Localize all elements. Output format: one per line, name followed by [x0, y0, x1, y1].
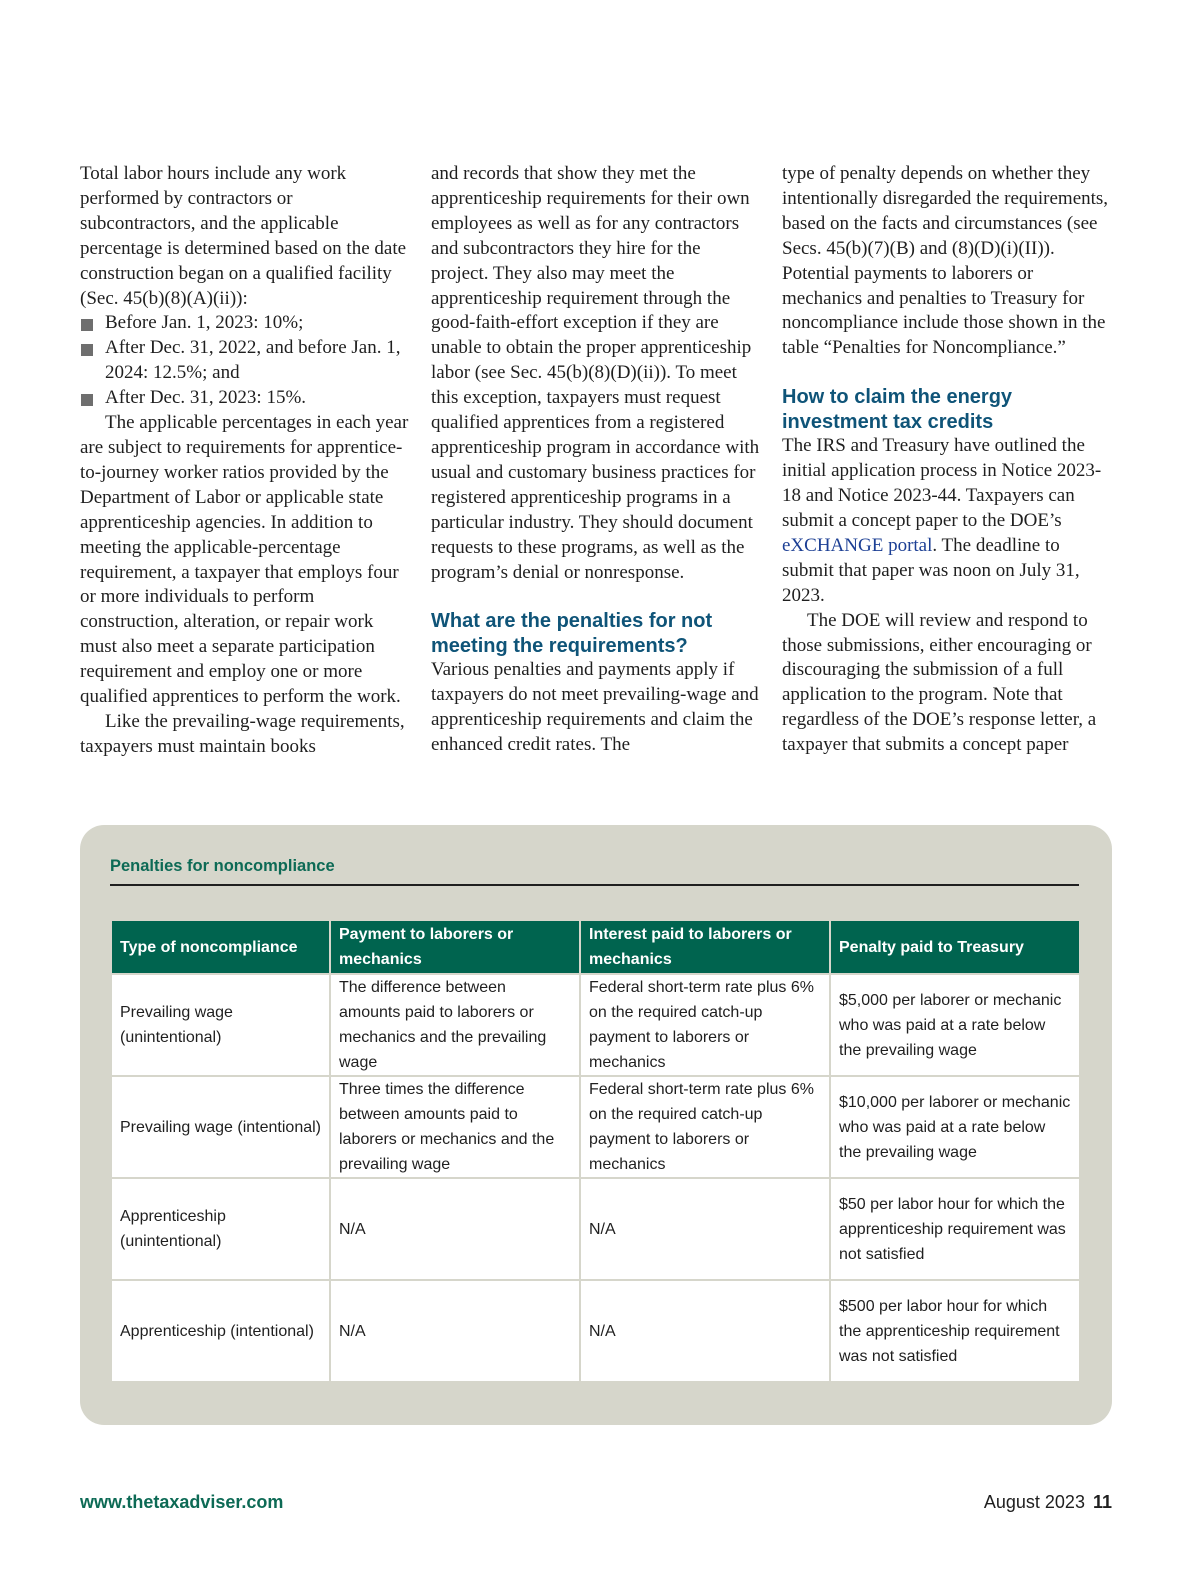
table-cell-payment: Three times the difference between amounts paid to laborers or mechanics and the prevailing wage: [330, 1076, 580, 1178]
list-item: After Dec. 31, 2023: 15%.: [80, 386, 410, 411]
body-paragraph: The applicable percentages in each year are subject to requirements for apprentice-to-journey worker ratios provided by the Department of Labor or applicable state apprenticeship agencies. In addition to meeting the applicable-percentage requirement, a taxpayer that employs four or more individuals to perform construction, alteration, or repair work must also meet a separate participation requirement and employ one or more qualified apprentices to perform the work.: [80, 412, 409, 708]
list-item: Before Jan. 1, 2023: 10%;: [80, 311, 410, 336]
table-cell-interest: N/A: [580, 1280, 830, 1382]
article-column-2: [431, 162, 761, 798]
percentage-list: [80, 311, 410, 411]
section-heading: How to claim the energy investment tax credits: [782, 386, 1013, 433]
table-cell-payment: The difference between amounts paid to laborers or mechanics and the prevailing wage: [330, 974, 580, 1076]
page-number: 11: [1092, 1492, 1112, 1512]
table-cell-payment: N/A: [330, 1280, 580, 1382]
table-cell-payment: N/A: [330, 1178, 580, 1280]
table-cell-interest: Federal short-term rate plus 6% on the required catch-up payment to laborers or mechanics: [580, 974, 830, 1076]
body-paragraph: The DOE will review and respond to those submissions, either encouraging or discouraging the submission of a full application to the program. Note that regardless of the DOE’s response letter, a taxpayer that submits a concept paper: [782, 609, 1097, 756]
exchange-portal-link[interactable]: eXCHANGE portal: [782, 534, 933, 556]
table-cell-type: Apprenticeship (intentional): [111, 1280, 330, 1382]
title-divider: [110, 884, 1079, 886]
column-header: Payment to laborers or mechanics: [330, 920, 580, 974]
column-header: Interest paid to laborers or mechanics: [580, 920, 830, 974]
article-column-3: [782, 162, 1112, 798]
table-row: [111, 1076, 1080, 1178]
penalties-table: [110, 919, 1081, 1383]
website-link[interactable]: www.thetaxadviser.com: [80, 1492, 284, 1512]
table-cell-penalty: $50 per labor hour for which the apprenticeship requirement was not satisfied: [830, 1178, 1080, 1280]
table-row: [111, 1178, 1080, 1280]
table-cell-type: Apprenticeship (unintentional): [111, 1178, 330, 1280]
penalties-table-box: [80, 825, 1112, 1425]
table-cell-type: Prevailing wage (intentional): [111, 1076, 330, 1178]
body-paragraph: and records that show they met the apprenticeship requirements for their own employees as well as for any contractors and subcontractors they hire for the project. They also may meet the apprenticeship requirement through the good-faith-effort exception if they are unable to obtain the proper apprenticeship labor (see Sec. 45(b)(8)(D)(ii)). To meet this exception, taxpayers must request qualified apprentices from a registered apprenticeship program in accordance with usual and customary business practices for registered apprenticeship programs in a particular industry. They should document requests to these programs, as well as the program’s denial or nonresponse.: [431, 163, 760, 583]
table-row: [111, 974, 1080, 1076]
article-column-1: [80, 162, 410, 798]
table-cell-interest: Federal short-term rate plus 6% on the required catch-up payment to laborers or mechanics: [580, 1076, 830, 1178]
body-paragraph: Total labor hours include any work performed by contractors or subcontractors, and the applicable percentage is determined based on the date construction began on a qualified facility (Sec. 45(b)(8)(A)(ii)):: [80, 163, 407, 309]
table-cell-penalty: $10,000 per laborer or mechanic who was paid at a rate below the prevailing wage: [830, 1076, 1080, 1178]
body-paragraph: The IRS and Treasury have outlined the initial application process in Notice 2023-18 and Notice 2023-44. Taxpayers can submit a concept paper to the DOE’s eXCHANGE portal. The deadline to submit that paper was noon on July 31, 2023.: [782, 435, 1102, 606]
column-header: Type of noncompliance: [111, 920, 330, 974]
body-paragraph: Various penalties and payments apply if taxpayers do not meet prevailing-wage and apprenticeship requirements and claim the enhanced credit rates. The: [431, 659, 759, 756]
table-cell-penalty: $5,000 per laborer or mechanic who was paid at a rate below the prevailing wage: [830, 974, 1080, 1076]
page-footer: [984, 1492, 1112, 1513]
table-row: [111, 1280, 1080, 1382]
body-paragraph: Like the prevailing-wage requirements, taxpayers must maintain books: [80, 710, 405, 757]
table-cell-type: Prevailing wage (unintentional): [111, 974, 330, 1076]
table-header-row: [111, 920, 1080, 974]
table-cell-penalty: $500 per labor hour for which the apprenticeship requirement was not satisfied: [830, 1280, 1080, 1382]
column-header: Penalty paid to Treasury: [830, 920, 1080, 974]
table-title: Penalties for noncompliance: [110, 857, 335, 875]
body-paragraph: type of penalty depends on whether they intentionally disregarded the requirements, based on the facts and circumstances (see Secs. 45(b)(7)(B) and (8)(D)(i)(II)). Potential payments to laborers or mechanics and penalties to Treasury for noncompliance include those shown in the table “Penalties for Noncompliance.”: [782, 163, 1109, 359]
square-bullet-icon: [81, 394, 93, 406]
table-cell-interest: N/A: [580, 1178, 830, 1280]
square-bullet-icon: [81, 344, 93, 356]
list-item: After Dec. 31, 2022, and before Jan. 1, 2024: 12.5%; and: [80, 336, 410, 386]
section-heading: What are the penalties for not meeting the requirements?: [431, 610, 713, 657]
square-bullet-icon: [81, 319, 93, 331]
issue-date: August 2023: [983, 1492, 1085, 1512]
article-columns: [80, 162, 1112, 798]
